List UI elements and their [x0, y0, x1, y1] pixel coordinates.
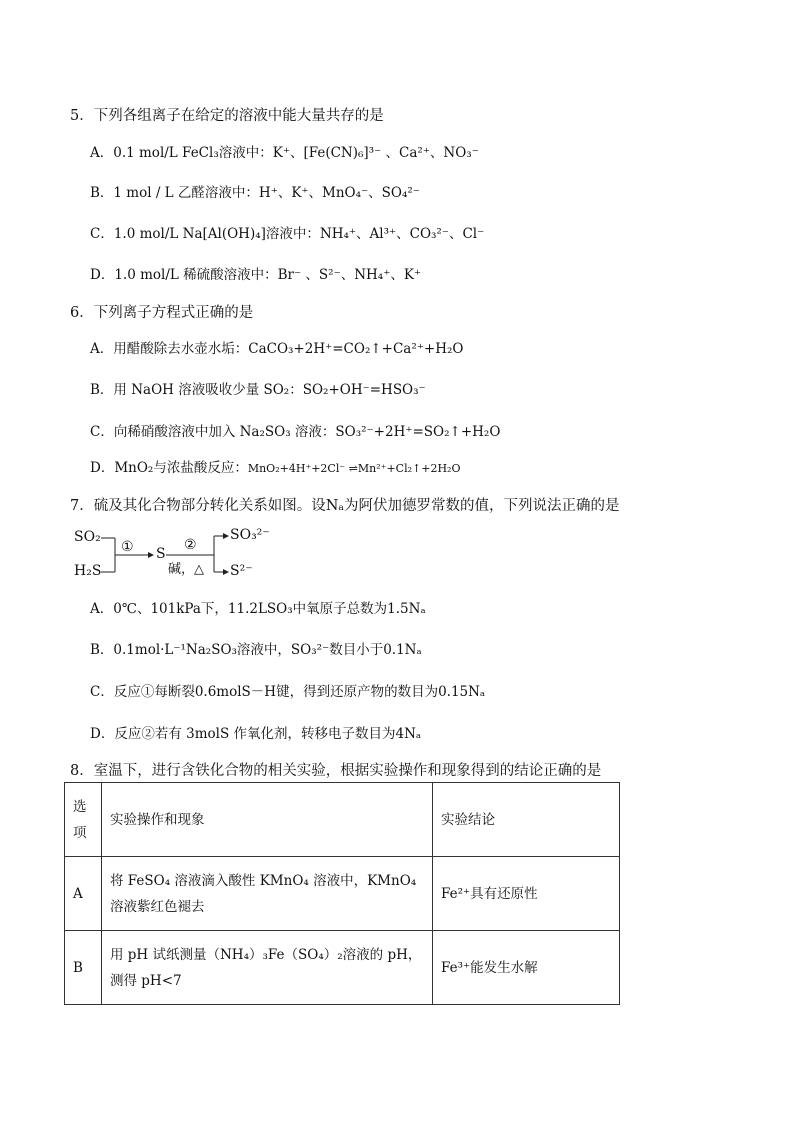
row-a-conclusion: Fe²⁺具有还原性	[433, 857, 620, 931]
h2s-label: H₂S	[74, 563, 102, 579]
experiment-table	[64, 782, 620, 1005]
q6-title: 6．下列离子方程式正确的是	[70, 305, 254, 321]
condition-label: 碱，△	[168, 562, 204, 577]
table-row	[65, 931, 620, 1005]
row-a-operation: 将 FeSO₄ 溶液滴入酸性 KMnO₄ 溶液中，KMnO₄ 溶液紫红色褪去	[102, 857, 433, 931]
q7-option-a: A．0℃、101kPa下，11.2LSO₃中氧原子总数为1.5Nₐ	[90, 601, 426, 617]
step-1-label: ①	[121, 539, 134, 555]
q7-option-b: B．0.1mol·L⁻¹Na₂SO₃溶液中，SO₃²⁻数目小于0.1Nₐ	[90, 642, 422, 658]
sulfur-label: S	[156, 546, 166, 562]
q6-option-d	[90, 456, 460, 476]
q5-option-a: A．0.1 mol/L FeCl₃溶液中：K⁺、[Fe(CN)₆]³⁻ 、Ca²⁺、NO₃⁻	[90, 145, 479, 161]
step-2-label: ②	[184, 537, 197, 553]
q6-option-c: C．向稀硝酸溶液中加入 Na₂SO₃ 溶液：SO₃²⁻+2H⁺=SO₂↑+H₂O	[90, 424, 501, 440]
q7-option-d: D．反应②若有 3molS 作氧化剂，转移电子数目为4Nₐ	[90, 726, 422, 742]
sulfur-conversion-diagram	[70, 526, 270, 582]
q6-option-d-prefix: D．MnO₂与浓盐酸反应：	[90, 460, 248, 476]
q5-option-b: B．1 mol / L 乙醛溶液中：H⁺、K⁺、MnO₄⁻、SO₄²⁻	[90, 185, 420, 201]
q6-option-d-equation: MnO₂+4H⁺+2Cl⁻ ⇌Mn²⁺+Cl₂↑+2H₂O	[247, 462, 461, 475]
q6-option-b: B．用 NaOH 溶液吸收少量 SO₂：SO₂+OH⁻=HSO₃⁻	[90, 382, 426, 398]
so2-label: SO₂	[74, 529, 101, 545]
q8-title: 8．室温下，进行含铁化合物的相关实验，根据实验操作和现象得到的结论正确的是	[70, 763, 602, 779]
row-b-conclusion: Fe³⁺能发生水解	[433, 931, 620, 1005]
table-header-row	[65, 783, 620, 857]
row-b-option: B	[65, 931, 102, 1005]
q6-option-a: A．用醋酸除去水壶水垢：CaCO₃+2H⁺=CO₂↑+Ca²⁺+H₂O	[90, 341, 464, 357]
header-option: 选项	[65, 783, 102, 857]
sulfide-label: S²⁻	[230, 563, 253, 579]
header-operation: 实验操作和现象	[102, 783, 433, 857]
q7-title: 7．硫及其化合物部分转化关系如图。设Nₐ为阿伏加德罗常数的值，下列说法正确的是	[70, 498, 620, 514]
q5-title: 5．下列各组离子在给定的溶液中能大量共存的是	[70, 108, 384, 124]
q7-option-c: C．反应①每断裂0.6molS－H键，得到还原产物的数目为0.15Nₐ	[90, 684, 486, 700]
sulfite-label: SO₃²⁻	[230, 527, 270, 543]
table-row	[65, 857, 620, 931]
q5-option-c: C．1.0 mol/L Na[Al(OH)₄]溶液中：NH₄⁺、Al³⁺、CO₃²⁻、Cl⁻	[90, 226, 485, 242]
q5-option-d: D．1.0 mol/L 稀硫酸溶液中：Br⁻ 、S²⁻、NH₄⁺、K⁺	[90, 267, 422, 283]
row-a-option: A	[65, 857, 102, 931]
header-conclusion: 实验结论	[433, 783, 620, 857]
row-b-operation: 用 pH 试纸测量（NH₄）₃Fe（SO₄）₂溶液的 pH，测得 pH<7	[102, 931, 433, 1005]
